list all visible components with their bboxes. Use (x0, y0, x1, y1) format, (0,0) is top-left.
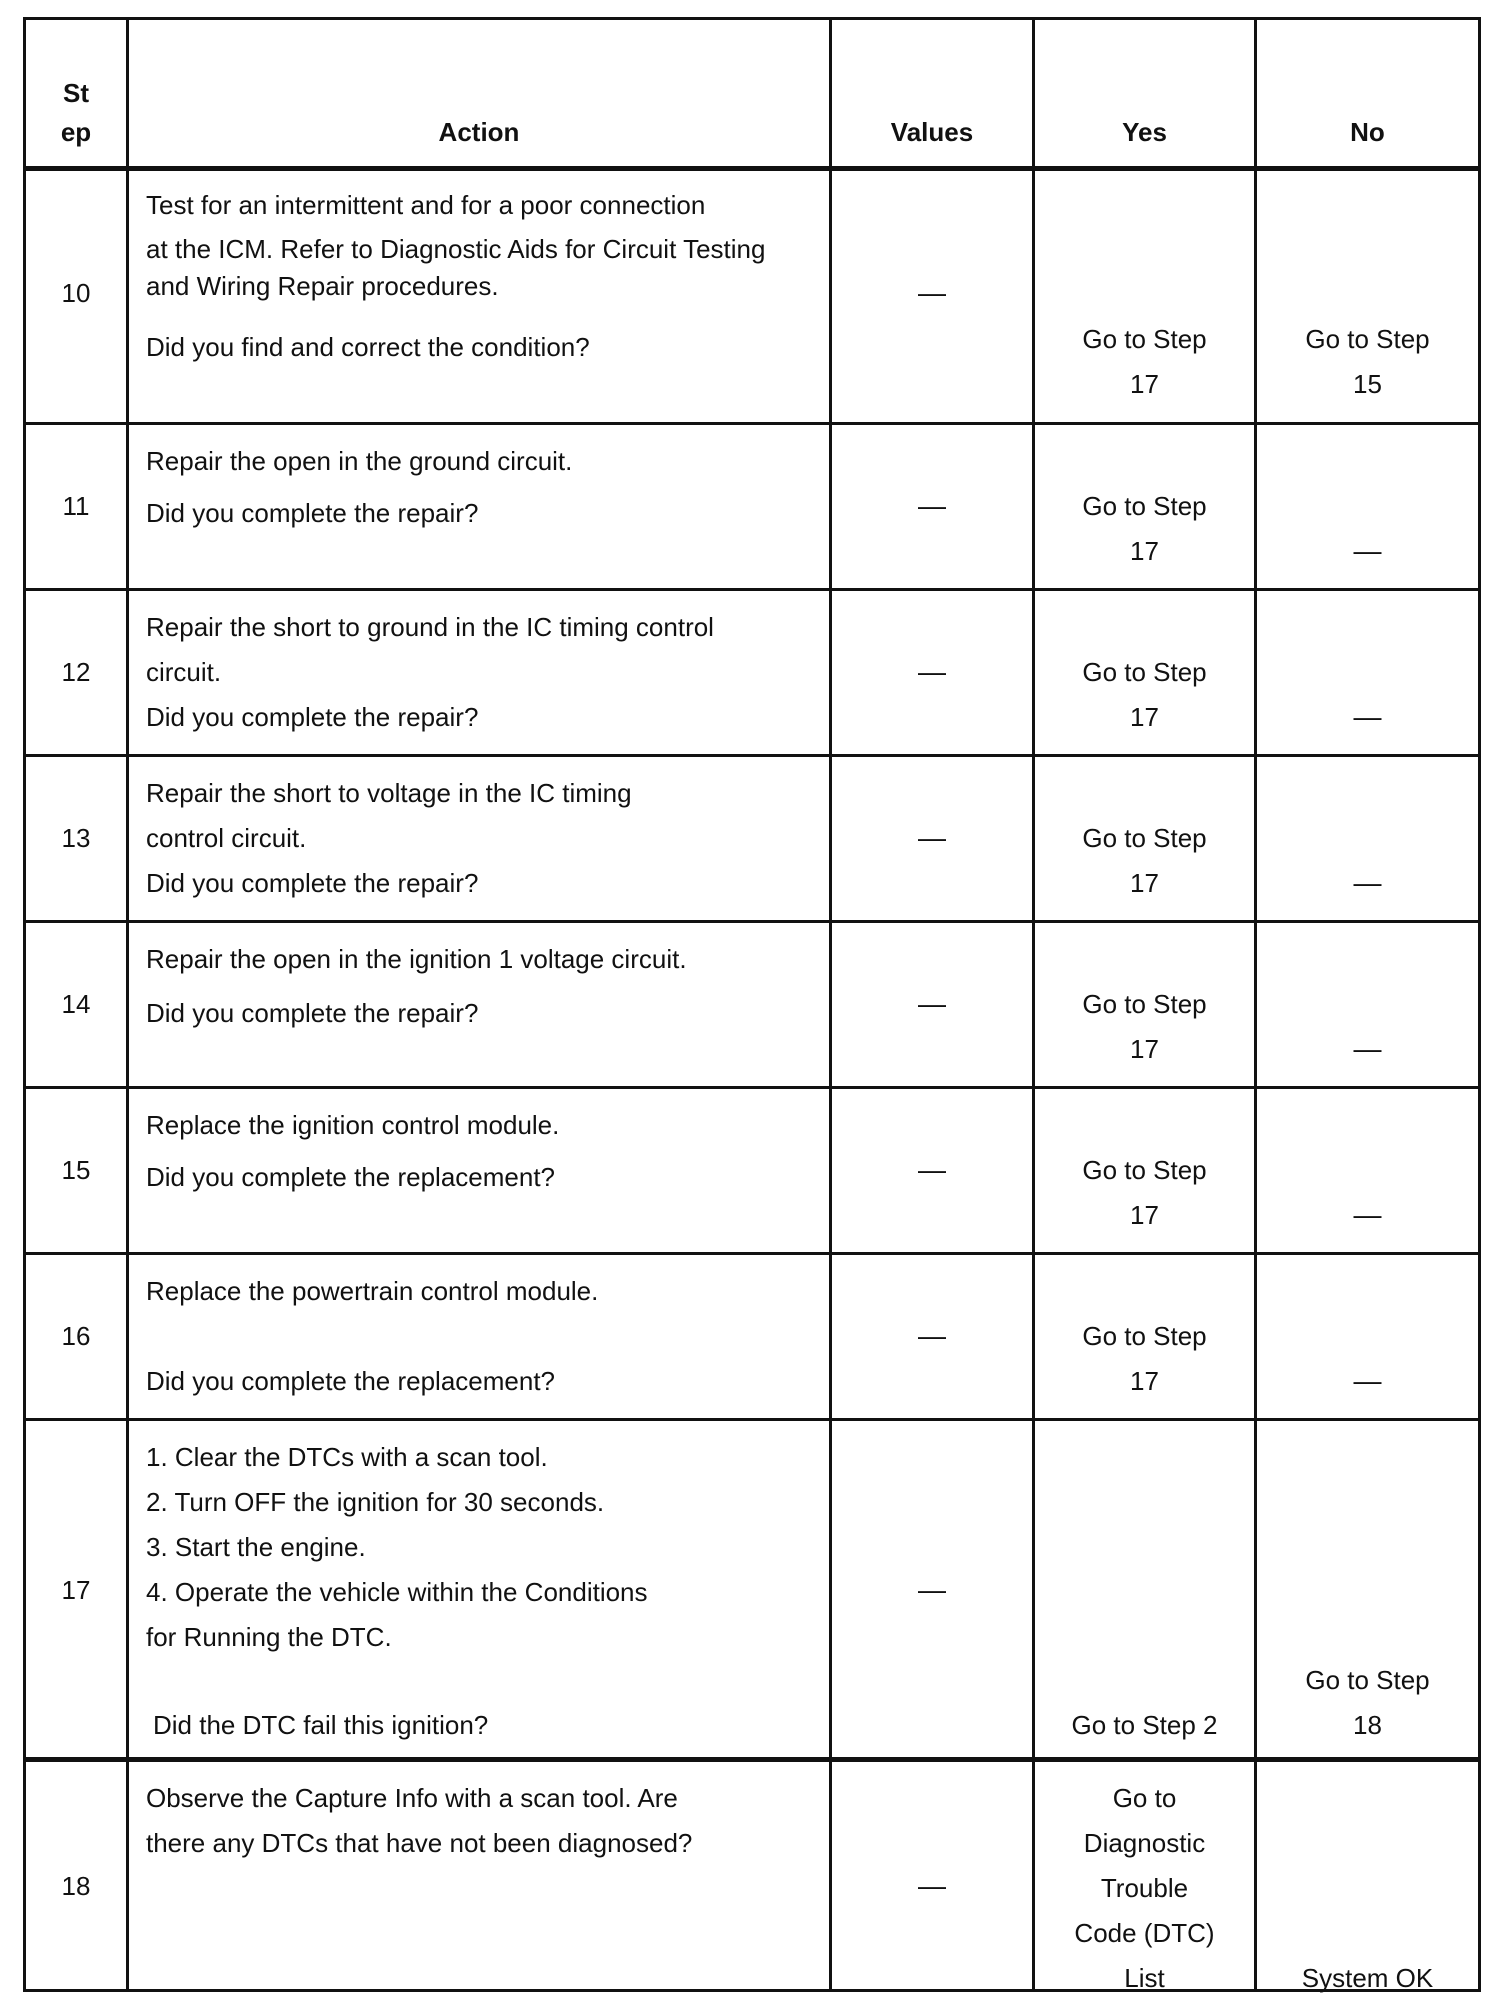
yes-link-step[interactable]: 17 (1130, 1034, 1159, 1064)
header-step-line2: ep (60, 117, 92, 147)
row-divider (26, 1418, 1478, 1421)
values-dash: — (918, 988, 946, 1019)
no-link[interactable]: Go to Step (1305, 324, 1430, 354)
header-action: Action (438, 117, 520, 147)
yes-link[interactable]: Go to Step (1082, 823, 1207, 853)
values-dash: — (918, 1320, 946, 1351)
action-question: Did you complete the repair? (146, 868, 479, 898)
step-number: 12 (61, 657, 91, 687)
no-link-step[interactable]: 18 (1353, 1710, 1382, 1740)
values-dash: — (918, 822, 946, 853)
header-yes: Yes (1122, 117, 1167, 147)
header-no: No (1350, 117, 1385, 147)
yes-link-step[interactable]: 17 (1130, 702, 1159, 732)
action-question: Did you complete the replacement? (146, 1366, 556, 1396)
step-number: 13 (61, 823, 91, 853)
action-list-item: 3. Start the engine. (146, 1532, 366, 1562)
values-dash: — (918, 1574, 946, 1605)
step-number: 16 (61, 1321, 91, 1351)
yes-link[interactable]: Go to Step (1082, 1155, 1207, 1185)
action-text: circuit. (146, 657, 222, 687)
action-text: Replace the powertrain control module. (146, 1276, 599, 1306)
action-list-item: 4. Operate the vehicle within the Conditions (146, 1577, 648, 1607)
action-question: Did you complete the repair? (146, 702, 479, 732)
yes-link[interactable]: Go to Step 2 (1071, 1710, 1218, 1740)
yes-link[interactable]: Trouble (1100, 1873, 1189, 1903)
column-divider (126, 20, 129, 1989)
yes-link[interactable]: Go to (1112, 1783, 1177, 1813)
row-divider (26, 1086, 1478, 1089)
step-number: 17 (61, 1575, 91, 1605)
action-text: Observe the Capture Info with a scan tool. Are (146, 1783, 678, 1813)
row-divider (26, 1252, 1478, 1255)
no-dash: — (1353, 1365, 1382, 1396)
header-step-line1: St (63, 78, 89, 108)
step-number: 18 (61, 1871, 91, 1901)
action-text: and Wiring Repair procedures. (146, 271, 499, 301)
no-link[interactable]: Go to Step (1305, 1665, 1430, 1695)
yes-link[interactable]: Go to Step (1082, 657, 1207, 687)
yes-link[interactable]: Diagnostic (1083, 1828, 1206, 1858)
row-divider (26, 588, 1478, 591)
yes-link[interactable]: Go to Step (1082, 989, 1207, 1019)
action-question: Did you complete the repair? (146, 498, 479, 528)
action-question: Did you complete the replacement? (146, 1162, 556, 1192)
values-dash: — (918, 1870, 946, 1901)
action-text: there any DTCs that have not been diagnosed? (146, 1828, 693, 1858)
step-number: 15 (61, 1155, 91, 1185)
yes-link-step[interactable]: 17 (1130, 1200, 1159, 1230)
yes-link-step[interactable]: 17 (1130, 369, 1159, 399)
action-question: Did you find and correct the condition? (146, 332, 590, 362)
no-dash: — (1353, 535, 1382, 566)
action-list-item: 1. Clear the DTCs with a scan tool. (146, 1442, 548, 1472)
row-divider (26, 422, 1478, 425)
values-dash: — (918, 1154, 946, 1185)
values-dash: — (918, 656, 946, 687)
action-list-item: 2. Turn OFF the ignition for 30 seconds. (146, 1487, 605, 1517)
yes-link[interactable]: Code (DTC) (1074, 1918, 1215, 1948)
no-dash: — (1353, 701, 1382, 732)
step-number: 11 (62, 491, 90, 521)
yes-link[interactable]: Go to Step (1082, 491, 1207, 521)
action-text: Test for an intermittent and for a poor connection (146, 190, 706, 220)
action-text: control circuit. (146, 823, 307, 853)
values-dash: — (918, 490, 946, 521)
yes-link[interactable]: Go to Step (1082, 324, 1207, 354)
yes-link-step[interactable]: 17 (1130, 868, 1159, 898)
action-text: Replace the ignition control module. (146, 1110, 560, 1140)
row-divider (26, 166, 1478, 171)
action-text: Repair the open in the ignition 1 voltage circuit. (146, 944, 687, 974)
action-text: Repair the open in the ground circuit. (146, 446, 573, 476)
header-values: Values (890, 117, 974, 147)
row-divider (26, 1757, 1478, 1762)
action-question: Did you complete the repair? (146, 998, 479, 1028)
action-text: Repair the short to voltage in the IC timing (146, 778, 632, 808)
action-question: Did the DTC fail this ignition? (153, 1710, 489, 1740)
step-number: 10 (61, 278, 91, 308)
row-divider (26, 754, 1478, 757)
no-dash: — (1353, 867, 1382, 898)
diagnostic-table (23, 17, 1481, 1992)
yes-link-step[interactable]: 17 (1130, 536, 1159, 566)
step-number: 14 (61, 989, 91, 1019)
no-link-step[interactable]: 15 (1353, 369, 1382, 399)
action-text: Repair the short to ground in the IC timing control (146, 612, 714, 642)
row-divider (26, 920, 1478, 923)
action-text: at the ICM. Refer to Diagnostic Aids for Circuit Testing (146, 234, 766, 264)
action-text: for Running the DTC. (146, 1622, 392, 1652)
yes-link[interactable]: Go to Step (1082, 1321, 1207, 1351)
yes-link-step[interactable]: 17 (1130, 1366, 1159, 1396)
no-dash: — (1353, 1033, 1382, 1064)
no-dash: — (1353, 1199, 1382, 1230)
yes-link[interactable]: List (1124, 1963, 1165, 1993)
values-dash: — (918, 277, 946, 308)
no-result: System OK (1301, 1963, 1434, 1993)
